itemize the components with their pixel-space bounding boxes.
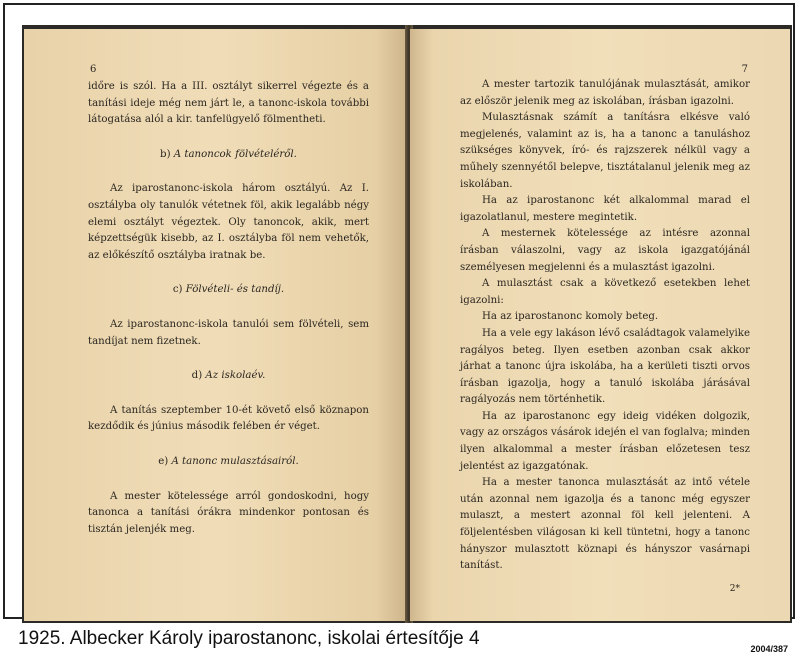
right-paragraph: Ha az iparostanonc komoly beteg.: [482, 311, 659, 323]
right-page: [410, 29, 790, 621]
section-body-e: A mester kötelessége arról gondoskodni, hogy tanonca a tanítási órákra mindenkor pontosan és tisztán jelenjék meg.: [88, 490, 369, 535]
section-body-b: Az iparostanonc-iskola három osztályú. Az I. osztályba oly tanulók vétetnek föl, akik legalább négy elemi osztályt végeztek. Oly tanoncok, akik, mert képzettségük kisebb, az I. osztályba föl nem vehetők, az előkészítő osztályba iratnak be.: [88, 183, 369, 261]
right-paragraph: Ha az iparostanonc két alkalommal marad el igazolatlanul, mestere megintetik.: [460, 195, 750, 223]
section-title: A tanonc mulasztásairól.: [171, 455, 299, 467]
section-title: A tanoncok fölvételéről.: [173, 148, 297, 160]
section-body-c: Az iparostanonc-iskola tanulói sem fölvételi, sem tandíjat nem fizetnek.: [88, 318, 369, 347]
section-body-d: A tanítás szeptember 10-ét követő első köznapon kezdődik és június második felében ér véget.: [88, 404, 369, 433]
left-page: [24, 29, 407, 621]
section-heading-b: [88, 147, 369, 164]
section-letter: d): [191, 370, 203, 382]
section-heading-e: [88, 454, 369, 471]
right-paragraph: A mulasztást csak a következő esetekben lehet igazolni:: [460, 278, 750, 306]
image-caption: 1925. Albecker Károly iparostanonc, iskolai értesítője 4: [18, 628, 480, 649]
right-paragraph: A mester tartozik tanulójának mulasztását, amikor az először jelenik meg az iskolában, írásban igazolni.: [460, 79, 750, 107]
section-letter: b): [160, 148, 171, 160]
section-letter: e): [158, 455, 169, 467]
right-paragraph: Ha az iparostanonc egy ideig vidéken dolgozik, vagy az országos vásárok idején el van foglalva; minden ilyen alkalommal a mester írásban előzetesen tesz jelentést az igazgatónak.: [460, 410, 750, 472]
open-book-scan: [22, 25, 792, 623]
right-paragraph: Mulasztásnak számít a tanításra elkésve való megjelenés, valamint az is, ha a tanonc a tanuláshoz szükséges könyvek, író- és rajzszerek nélkül vagy a műhely szennyétől belepve, tisztátalanul jelenik meg az iskolában.: [460, 112, 750, 190]
section-title: Fölvételi- és tandíj.: [185, 284, 285, 296]
right-page-number: 7: [741, 64, 748, 75]
left-intro-paragraph: időre is szól. Ha a III. osztályt sikerrel végezte és a tanítási ideje még nem járt le, a tanonc-iskola további látogatása alól a kir. tanfelügyelő fölmentheti.: [88, 81, 369, 126]
reference-number: 2004/387: [750, 644, 788, 654]
section-letter: c): [172, 284, 183, 296]
right-paragraph: A mesternek kötelessége az intésre azonnal írásban válaszolni, vagy az iskola igazgatójánál személyesen megjelenni és a mulasztást igazolni.: [460, 228, 750, 273]
section-heading-c: [88, 282, 369, 299]
section-title: Az iskolaév.: [205, 370, 266, 382]
signature-mark: 2*: [729, 583, 740, 594]
right-paragraph: Ha a vele egy lakáson lévő családtagok valamelyike ragályos beteg. Ilyen esetben azonban csak akkor járhat a tanonc újra iskolába, ha a kerületi tiszti orvos írásban igazolja, hogy a tanuló iskolába járásával ragályozás nem történhetik.: [460, 327, 750, 406]
left-page-number: 6: [90, 64, 97, 75]
right-paragraph: Ha a mester tanonca mulasztását az intő vétele után azonnal nem igazolja és a tanonc még egyszer mulaszt, a mestert azonnal föl kell jelenteni. A följelentésben világosan ki kell tüntetni, hogy a tanonc hányszor mulasztott köznapi és hányszor vasárnapi tanítást.: [460, 477, 750, 572]
photo-frame: [3, 3, 795, 619]
section-heading-d: [88, 368, 369, 385]
